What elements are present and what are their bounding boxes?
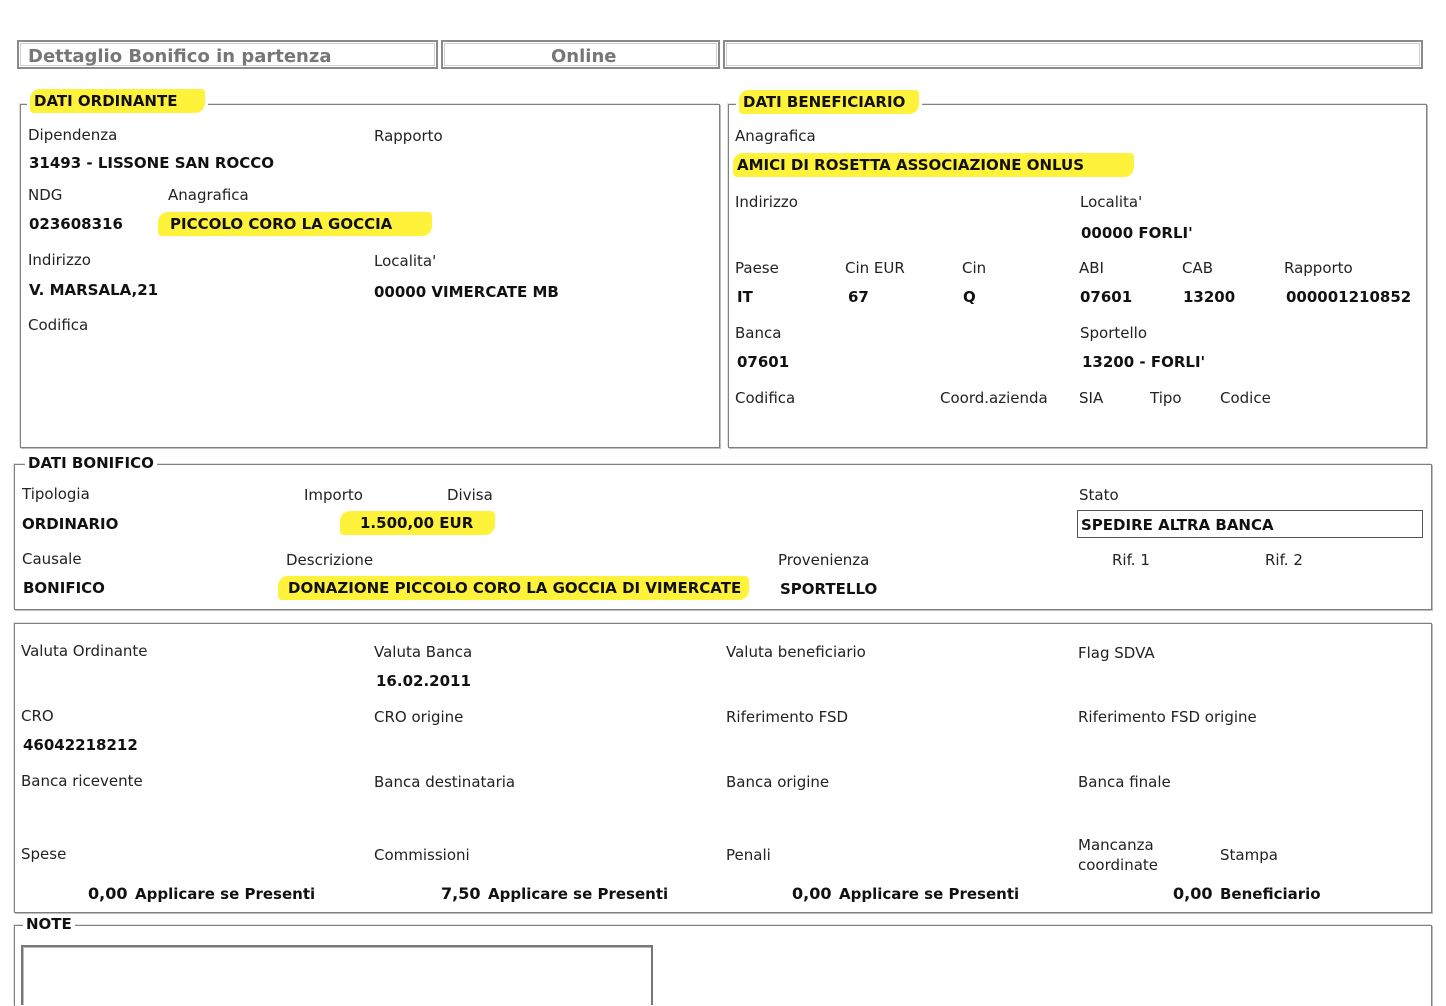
beneficiario-legend-text: DATI BENEFICIARIO [739, 90, 919, 114]
banca-origine-label: Banca origine [726, 773, 830, 791]
beneficiario-localita-value: 00000 FORLI' [1081, 224, 1193, 242]
ordinante-rapporto-label: Rapporto [374, 127, 443, 145]
ordinante-indirizzo-value: V. MARSALA,21 [29, 281, 159, 299]
sportello-label: Sportello [1080, 324, 1148, 342]
valuta-banca-label: Valuta Banca [374, 643, 473, 661]
stampa-value: Beneficiario [1220, 885, 1321, 903]
mancanza-amount: 0,00 [1173, 884, 1213, 903]
stato-label: Stato [1079, 486, 1119, 504]
banca-destinataria-label: Banca destinataria [374, 773, 516, 791]
rif-fsd-label: Riferimento FSD [726, 708, 849, 726]
rif1-label: Rif. 1 [1112, 551, 1150, 569]
page-title: Dettaglio Bonifico in partenza [28, 46, 332, 67]
cro-value: 46042218212 [23, 736, 138, 754]
beneficiario-anagrafica-value: AMICI DI ROSETTA ASSOCIAZIONE ONLUS [733, 153, 1134, 177]
mancanza-label-line1: Mancanza [1078, 836, 1154, 854]
cin-eur-value: 67 [848, 288, 869, 306]
sportello-value: 13200 - FORLI' [1082, 353, 1206, 371]
note-textarea[interactable] [21, 945, 653, 1005]
beneficiario-codifica-label: Codifica [735, 389, 796, 407]
cin-eur-label: Cin EUR [845, 259, 905, 277]
rif2-label: Rif. 2 [1265, 551, 1303, 569]
ordinante-indirizzo-label: Indirizzo [28, 251, 91, 269]
valuta-banca-value: 16.02.2011 [376, 672, 471, 690]
cin-value: Q [963, 288, 976, 306]
tipo-label: Tipo [1150, 389, 1182, 407]
beneficiario-localita-label: Localita' [1080, 193, 1143, 211]
beneficiario-anagrafica-label: Anagrafica [735, 127, 816, 145]
spese-label: Spese [21, 845, 67, 863]
header-empty-box [723, 40, 1423, 69]
ordinante-localita-label: Localita' [374, 252, 437, 270]
codice-label: Codice [1220, 389, 1271, 407]
stampa-label: Stampa [1220, 846, 1278, 864]
stato-value: SPEDIRE ALTRA BANCA [1081, 516, 1274, 534]
cro-origine-label: CRO origine [374, 708, 464, 726]
beneficiario-legend [736, 93, 922, 111]
ordinante-anagrafica-label: Anagrafica [168, 186, 249, 204]
commissioni-amount: 7,50 [441, 884, 481, 903]
divisa-label: Divisa [447, 486, 493, 504]
spese-amount: 0,00 [88, 884, 128, 903]
beneficiario-rapporto-label: Rapporto [1284, 259, 1353, 277]
header-mode-box [441, 40, 720, 69]
commissioni-label: Commissioni [374, 846, 470, 864]
sia-label: SIA [1079, 389, 1104, 407]
divisa-value: EUR [439, 514, 474, 532]
paese-label: Paese [735, 259, 779, 277]
abi-label: ABI [1079, 259, 1104, 277]
penali-text: Applicare se Presenti [839, 885, 1020, 903]
rif-fsd-origine-label: Riferimento FSD origine [1078, 708, 1257, 726]
penali-amount: 0,00 [792, 884, 832, 903]
commissioni-text: Applicare se Presenti [488, 885, 669, 903]
beneficiario-indirizzo-label: Indirizzo [735, 193, 798, 211]
note-legend: NOTE [23, 915, 75, 933]
banca-value: 07601 [737, 353, 790, 371]
dipendenza-label: Dipendenza [28, 126, 118, 144]
penali-label: Penali [726, 846, 771, 864]
spese-text: Applicare se Presenti [135, 885, 316, 903]
ndg-value: 023608316 [29, 215, 123, 233]
coord-azienda-label: Coord.azienda [940, 389, 1048, 407]
ordinante-anagrafica-value: PICCOLO CORO LA GOCCIA [158, 212, 432, 236]
banca-finale-label: Banca finale [1078, 773, 1171, 791]
tipologia-value: ORDINARIO [22, 515, 119, 533]
tipologia-label: Tipologia [22, 485, 90, 503]
banca-ricevente-label: Banca ricevente [21, 772, 143, 790]
bonifico-legend: DATI BONIFICO [25, 454, 157, 472]
dipendenza-value: 31493 - LISSONE SAN ROCCO [29, 154, 274, 172]
mancanza-label-line2: coordinate [1078, 856, 1159, 874]
importo-label: Importo [304, 486, 363, 504]
cro-label: CRO [21, 707, 54, 725]
flag-sdva-label: Flag SDVA [1078, 644, 1155, 662]
valute-section [14, 623, 1432, 913]
provenienza-label: Provenienza [778, 551, 870, 569]
beneficiario-rapporto-value: 000001210852 [1286, 288, 1412, 306]
abi-value: 07601 [1080, 288, 1133, 306]
valuta-beneficiario-label: Valuta beneficiario [726, 643, 866, 661]
ordinante-localita-value: 00000 VIMERCATE MB [374, 283, 559, 301]
causale-value: BONIFICO [23, 579, 105, 597]
ndg-label: NDG [28, 186, 63, 204]
provenienza-value: SPORTELLO [780, 580, 878, 598]
ordinante-legend [27, 92, 208, 110]
causale-label: Causale [22, 550, 82, 568]
descrizione-value: DONAZIONE PICCOLO CORO LA GOCCIA DI VIMERCATE [278, 576, 749, 600]
cab-label: CAB [1182, 259, 1214, 277]
paese-value: IT [737, 288, 753, 306]
banca-label: Banca [735, 324, 782, 342]
header-title-box [17, 40, 438, 69]
ordinante-legend-text: DATI ORDINANTE [30, 89, 205, 113]
mode-label: Online [551, 46, 617, 67]
stato-field [1077, 510, 1423, 538]
cin-label: Cin [962, 259, 987, 277]
importo-highlight [340, 511, 495, 535]
valuta-ordinante-label: Valuta Ordinante [21, 642, 148, 660]
ordinante-codifica-label: Codifica [28, 316, 89, 334]
cab-value: 13200 [1183, 288, 1236, 306]
importo-value: 1.500,00 [360, 514, 435, 532]
descrizione-label: Descrizione [286, 551, 374, 569]
